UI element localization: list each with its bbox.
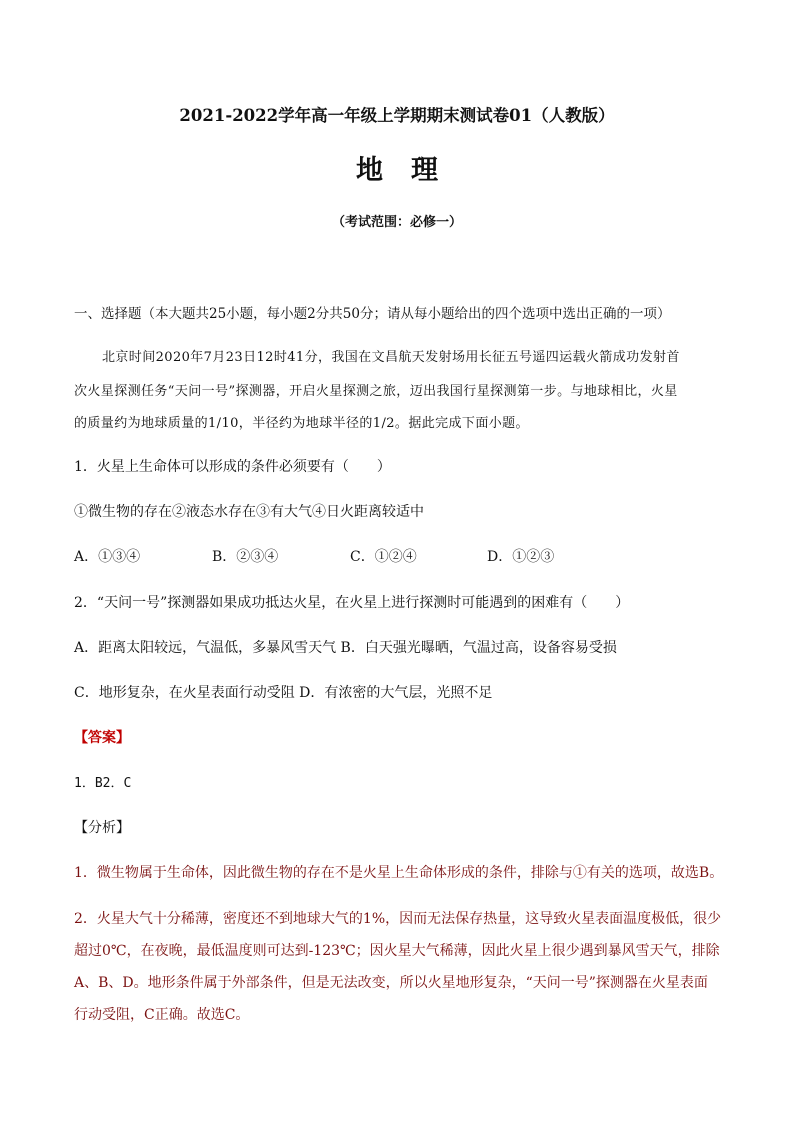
- analysis-paragraph-2-line-1: 2．火星大气十分稀薄，密度还不到地球大气的1%，因而无法保存热量，这导致火星表面温度极低，很少: [74, 911, 722, 927]
- option-a: A．①③④: [74, 549, 141, 565]
- question-2-stem: 2．“天问一号”探测器如果成功抵达火星，在火星上进行探测时可能遇到的困难有（ ）: [74, 595, 630, 611]
- analysis-paragraph-2-line-2: 超过0℃，在夜晚，最低温度则可达到-123℃；因火星大气稀薄，因此火星上很少遇到暴风雪天气，排除: [74, 943, 720, 959]
- exam-title: 2021-2022学年高一年级上学期期末测试卷01（人教版）: [179, 106, 615, 125]
- option-b: B．②③④: [212, 549, 279, 565]
- option-c: C．①②④: [350, 549, 417, 565]
- question-2-options-cd: C．地形复杂，在火星表面行动受阻 D．有浓密的大气层，光照不足: [74, 685, 493, 701]
- analysis-paragraph-1: 1．微生物属于生命体，因此微生物的存在不是火星上生命体形成的条件，排除与①有关的选项，故选B。: [74, 865, 724, 881]
- question-1-stem: 1．火星上生命体可以形成的条件必须要有（ ）: [74, 459, 391, 475]
- subject-title: 地理: [356, 155, 466, 186]
- answer-label: 【答案】: [74, 730, 130, 746]
- answer-text: 1．B2．C: [74, 776, 132, 791]
- passage-line-1: 北京时间2020年7月23日12时41分，我国在文昌航天发射场用长征五号遥四运载火箭成功发射首: [102, 350, 680, 365]
- question-1-conditions: ①微生物的存在②液态水存在③有大气④日火距离较适中: [74, 504, 424, 520]
- analysis-paragraph-2-line-4: 行动受阻，C正确。故选C。: [74, 1007, 250, 1023]
- section-heading: 一、选择题（本大题共25小题，每小题2分共50分；请从每小题给出的四个选项中选出正确的一项）: [74, 306, 671, 322]
- option-d: D．①②③: [487, 549, 555, 565]
- analysis-paragraph-2-line-3: A、B、D。地形条件属于外部条件，但是无法改变，所以火星地形复杂，“天问一号”探测器在火星表面: [74, 975, 708, 991]
- passage-line-2: 次火星探测任务“天问一号”探测器，开启火星探测之旅，迈出我国行星探测第一步。与地球相比，火星: [74, 384, 678, 399]
- question-2-options-ab: A．距离太阳较远，气温低，多暴风雪天气 B．白天强光曝晒，气温过高，设备容易受损: [74, 640, 617, 656]
- analysis-label: 【分析】: [74, 820, 130, 836]
- passage-line-3: 的质量约为地球质量的1/10，半径约为地球半径的1/2。据此完成下面小题。: [74, 416, 529, 431]
- exam-scope: （考试范围：必修一）: [331, 215, 462, 230]
